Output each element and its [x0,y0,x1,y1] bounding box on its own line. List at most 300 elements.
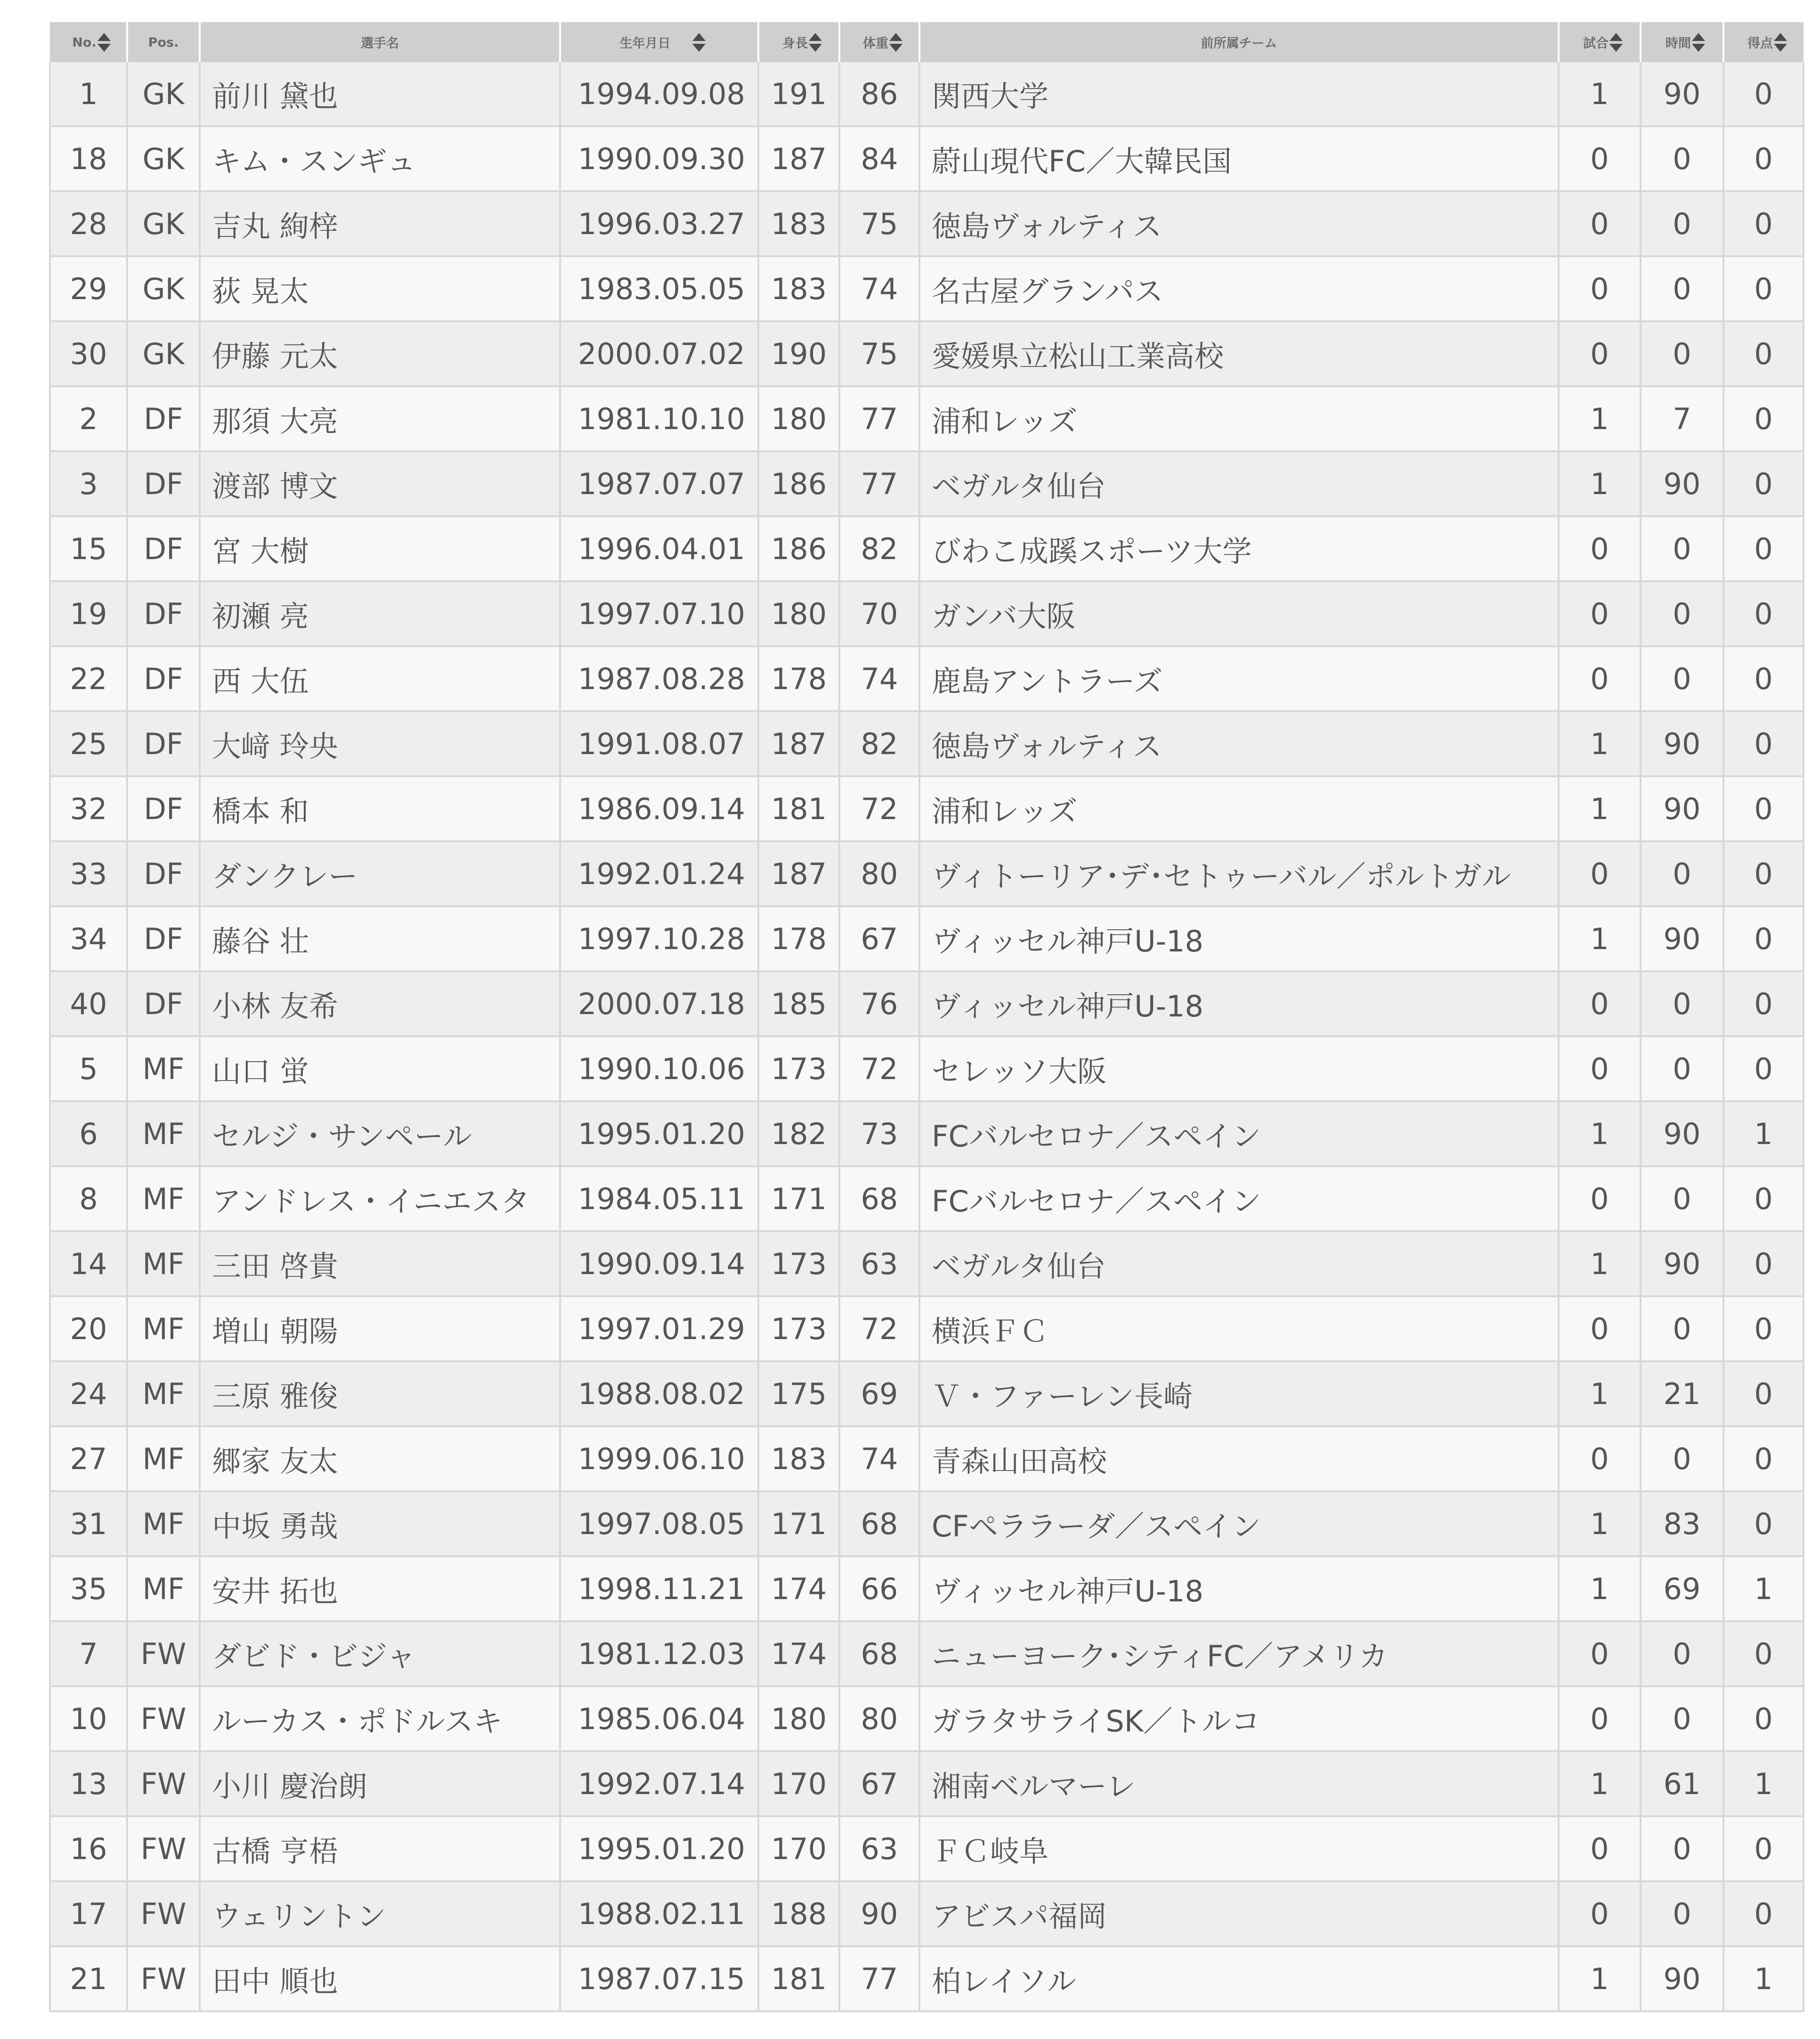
cell-weight: 77 [839,386,919,451]
cell-goals: 1 [1723,1751,1804,1816]
cell-height: 174 [758,1556,839,1621]
cell-games: 0 [1559,191,1641,256]
cell-no: 22 [50,646,127,711]
header-games-label: 試合 [1583,36,1609,51]
cell-no: 34 [50,906,127,971]
cell-height: 183 [758,1426,839,1491]
cell-pos: DF [127,841,200,906]
cell-height: 180 [758,581,839,646]
cell-goals: 0 [1723,1621,1804,1686]
cell-minutes: 0 [1641,516,1723,581]
cell-no: 29 [50,256,127,321]
cell-no: 40 [50,971,127,1036]
cell-weight: 77 [839,451,919,516]
cell-weight: 80 [839,841,919,906]
cell-player-name: 初瀬 亮 [200,581,560,646]
cell-previous-team: ヴィッセル神戸U-18 [919,1556,1559,1621]
cell-weight: 86 [839,62,919,126]
cell-minutes: 0 [1641,256,1723,321]
cell-birthdate: 1988.08.02 [560,1361,758,1426]
cell-goals: 0 [1723,1231,1804,1296]
cell-pos: MF [127,1426,200,1491]
cell-minutes: 0 [1641,321,1723,386]
cell-pos: GK [127,191,200,256]
cell-birthdate: 1994.09.08 [560,62,758,126]
cell-goals: 0 [1723,841,1804,906]
cell-birthdate: 1983.05.05 [560,256,758,321]
cell-goals: 0 [1723,646,1804,711]
cell-weight: 74 [839,646,919,711]
cell-previous-team: 蔚山現代FC／大韓民国 [919,126,1559,191]
cell-player-name: 安井 拓也 [200,1556,560,1621]
cell-goals: 0 [1723,1491,1804,1556]
cell-games: 0 [1559,841,1641,906]
cell-no: 19 [50,581,127,646]
cell-goals: 0 [1723,386,1804,451]
cell-birthdate: 1996.03.27 [560,191,758,256]
cell-goals: 0 [1723,1361,1804,1426]
cell-minutes: 0 [1641,646,1723,711]
cell-previous-team: 浦和レッズ [919,776,1559,841]
cell-birthdate: 2000.07.02 [560,321,758,386]
cell-games: 0 [1559,971,1641,1036]
cell-goals: 0 [1723,1296,1804,1361]
cell-player-name: ダンクレー [200,841,560,906]
table-row [50,1426,1804,1491]
cell-minutes: 0 [1641,971,1723,1036]
cell-pos: DF [127,646,200,711]
cell-player-name: 橋本 和 [200,776,560,841]
header-birth-label: 生年月日 [619,36,671,51]
cell-pos: FW [127,1946,200,2011]
cell-weight: 63 [839,1231,919,1296]
cell-height: 188 [758,1881,839,1946]
cell-games: 0 [1559,516,1641,581]
cell-minutes: 0 [1641,1881,1723,1946]
cell-no: 1 [50,62,127,126]
cell-games: 0 [1559,1296,1641,1361]
cell-games: 0 [1559,1621,1641,1686]
cell-weight: 76 [839,971,919,1036]
cell-goals: 0 [1723,711,1804,776]
cell-minutes: 69 [1641,1556,1723,1621]
cell-height: 186 [758,451,839,516]
cell-minutes: 0 [1641,1296,1723,1361]
table-row [50,62,1804,126]
cell-birthdate: 1986.09.14 [560,776,758,841]
cell-birthdate: 1987.08.28 [560,646,758,711]
cell-no: 15 [50,516,127,581]
cell-weight: 68 [839,1166,919,1231]
cell-pos: MF [127,1231,200,1296]
cell-player-name: 藤谷 壮 [200,906,560,971]
cell-minutes: 0 [1641,1426,1723,1491]
cell-no: 33 [50,841,127,906]
cell-height: 171 [758,1166,839,1231]
cell-pos: DF [127,386,200,451]
table-row [50,1556,1804,1621]
cell-games: 1 [1559,451,1641,516]
cell-birthdate: 1998.11.21 [560,1556,758,1621]
cell-weight: 69 [839,1361,919,1426]
cell-games: 0 [1559,1036,1641,1101]
cell-height: 173 [758,1296,839,1361]
cell-player-name: 前川 黛也 [200,62,560,126]
cell-birthdate: 1996.04.01 [560,516,758,581]
cell-goals: 0 [1723,516,1804,581]
table-row [50,386,1804,451]
cell-height: 175 [758,1361,839,1426]
cell-pos: FW [127,1881,200,1946]
header-weight[interactable] [839,22,919,62]
cell-player-name: ルーカス・ポドルスキ [200,1686,560,1751]
cell-previous-team: アビスパ福岡 [919,1881,1559,1946]
cell-player-name: 大﨑 玲央 [200,711,560,776]
cell-previous-team: CFペララーダ／スペイン [919,1491,1559,1556]
cell-player-name: 吉丸 絢梓 [200,191,560,256]
header-pos-label: Pos. [148,35,179,50]
cell-birthdate: 1990.09.30 [560,126,758,191]
cell-previous-team: 徳島ヴォルティス [919,711,1559,776]
cell-no: 3 [50,451,127,516]
cell-games: 1 [1559,1361,1641,1426]
cell-minutes: 90 [1641,1231,1723,1296]
cell-height: 183 [758,191,839,256]
cell-minutes: 0 [1641,1816,1723,1881]
cell-games: 1 [1559,711,1641,776]
cell-player-name: 三原 雅俊 [200,1361,560,1426]
header-minutes[interactable] [1641,22,1723,62]
cell-minutes: 90 [1641,1101,1723,1166]
cell-goals: 1 [1723,1556,1804,1621]
cell-player-name: 三田 啓貴 [200,1231,560,1296]
cell-goals: 0 [1723,1881,1804,1946]
table-row [50,841,1804,906]
cell-minutes: 0 [1641,126,1723,191]
cell-player-name: 那須 大亮 [200,386,560,451]
cell-weight: 75 [839,321,919,386]
cell-games: 0 [1559,1881,1641,1946]
cell-previous-team: 青森山田高校 [919,1426,1559,1491]
cell-minutes: 0 [1641,1621,1723,1686]
table-row [50,581,1804,646]
cell-weight: 70 [839,581,919,646]
cell-previous-team: 徳島ヴォルティス [919,191,1559,256]
cell-previous-team: 湘南ベルマーレ [919,1751,1559,1816]
cell-height: 181 [758,1946,839,2011]
cell-minutes: 90 [1641,451,1723,516]
cell-player-name: 郷家 友太 [200,1426,560,1491]
cell-goals: 0 [1723,62,1804,126]
cell-birthdate: 1981.12.03 [560,1621,758,1686]
cell-minutes: 90 [1641,776,1723,841]
cell-pos: DF [127,776,200,841]
header-height-label: 身長 [782,36,808,51]
table-row [50,1361,1804,1426]
cell-minutes: 0 [1641,1686,1723,1751]
cell-weight: 80 [839,1686,919,1751]
cell-minutes: 21 [1641,1361,1723,1426]
cell-no: 32 [50,776,127,841]
cell-minutes: 0 [1641,1036,1723,1101]
cell-birthdate: 1987.07.07 [560,451,758,516]
cell-birthdate: 1999.06.10 [560,1426,758,1491]
cell-games: 0 [1559,1166,1641,1231]
cell-minutes: 90 [1641,906,1723,971]
header-team-label: 前所属チーム [1201,36,1277,51]
header-goals-label: 得点 [1747,36,1773,51]
cell-weight: 63 [839,1816,919,1881]
cell-height: 186 [758,516,839,581]
cell-height: 174 [758,1621,839,1686]
cell-player-name: 荻 晃太 [200,256,560,321]
cell-goals: 0 [1723,256,1804,321]
cell-no: 35 [50,1556,127,1621]
cell-previous-team: ヴィッセル神戸U-18 [919,971,1559,1036]
cell-minutes: 0 [1641,191,1723,256]
cell-previous-team: びわこ成蹊スポーツ大学 [919,516,1559,581]
cell-player-name: アンドレス・イニエスタ [200,1166,560,1231]
header-name [200,22,560,62]
table-row [50,191,1804,256]
table-row [50,971,1804,1036]
cell-height: 191 [758,62,839,126]
cell-no: 5 [50,1036,127,1101]
cell-pos: DF [127,451,200,516]
cell-games: 0 [1559,581,1641,646]
table-row [50,1816,1804,1881]
cell-player-name: 渡部 博文 [200,451,560,516]
squad-table [49,22,1804,2012]
cell-player-name: 宮 大樹 [200,516,560,581]
cell-minutes: 83 [1641,1491,1723,1556]
cell-no: 8 [50,1166,127,1231]
cell-weight: 67 [839,906,919,971]
cell-games: 1 [1559,386,1641,451]
cell-height: 190 [758,321,839,386]
cell-birthdate: 1991.08.07 [560,711,758,776]
cell-weight: 82 [839,711,919,776]
table-row [50,711,1804,776]
cell-no: 7 [50,1621,127,1686]
cell-height: 173 [758,1036,839,1101]
cell-goals: 0 [1723,776,1804,841]
cell-goals: 1 [1723,1946,1804,2011]
cell-pos: DF [127,971,200,1036]
cell-pos: DF [127,711,200,776]
cell-player-name: キム・スンギュ [200,126,560,191]
table-row [50,1036,1804,1101]
cell-birthdate: 1988.02.11 [560,1881,758,1946]
cell-pos: DF [127,581,200,646]
cell-weight: 68 [839,1621,919,1686]
cell-height: 182 [758,1101,839,1166]
header-goals[interactable] [1723,22,1804,62]
header-pos [127,22,200,62]
cell-weight: 66 [839,1556,919,1621]
cell-weight: 74 [839,1426,919,1491]
cell-height: 187 [758,711,839,776]
cell-pos: FW [127,1751,200,1816]
cell-pos: GK [127,256,200,321]
cell-birthdate: 1997.10.28 [560,906,758,971]
cell-previous-team: 鹿島アントラーズ [919,646,1559,711]
header-minutes-label: 時間 [1666,36,1691,51]
cell-weight: 82 [839,516,919,581]
cell-games: 1 [1559,906,1641,971]
cell-no: 21 [50,1946,127,2011]
table-row [50,1751,1804,1816]
cell-height: 180 [758,386,839,451]
cell-birthdate: 1992.07.14 [560,1751,758,1816]
table-row [50,906,1804,971]
cell-previous-team: ガラタサライSK／トルコ [919,1686,1559,1751]
cell-weight: 72 [839,1036,919,1101]
table-row [50,1491,1804,1556]
cell-height: 183 [758,256,839,321]
table-header-row [50,22,1804,62]
cell-birthdate: 1990.09.14 [560,1231,758,1296]
cell-goals: 0 [1723,971,1804,1036]
cell-weight: 75 [839,191,919,256]
cell-games: 1 [1559,1101,1641,1166]
cell-no: 13 [50,1751,127,1816]
cell-previous-team: ガンバ大阪 [919,581,1559,646]
cell-previous-team: 愛媛県立松山工業高校 [919,321,1559,386]
cell-player-name: 増山 朝陽 [200,1296,560,1361]
table-row [50,1101,1804,1166]
header-no[interactable] [50,22,127,62]
table-row [50,1231,1804,1296]
cell-pos: MF [127,1036,200,1101]
cell-height: 178 [758,906,839,971]
cell-previous-team: セレッソ大阪 [919,1036,1559,1101]
cell-player-name: 西 大伍 [200,646,560,711]
cell-games: 1 [1559,62,1641,126]
cell-goals: 0 [1723,126,1804,191]
cell-previous-team: 柏レイソル [919,1946,1559,2011]
cell-games: 1 [1559,1556,1641,1621]
cell-birthdate: 1995.01.20 [560,1101,758,1166]
cell-no: 20 [50,1296,127,1361]
cell-games: 0 [1559,256,1641,321]
cell-no: 24 [50,1361,127,1426]
cell-no: 2 [50,386,127,451]
cell-games: 1 [1559,1946,1641,2011]
table-row [50,776,1804,841]
cell-goals: 0 [1723,1036,1804,1101]
cell-minutes: 0 [1641,581,1723,646]
cell-previous-team: ヴィトーリア･デ･セトゥーバル／ポルトガル [919,841,1559,906]
cell-height: 180 [758,1686,839,1751]
cell-player-name: セルジ・サンペール [200,1101,560,1166]
cell-player-name: 小川 慶治朗 [200,1751,560,1816]
cell-weight: 84 [839,126,919,191]
cell-birthdate: 1987.07.15 [560,1946,758,2011]
cell-height: 178 [758,646,839,711]
squad-table-container [49,22,1803,2012]
table-body [50,62,1804,2011]
cell-birthdate: 1997.07.10 [560,581,758,646]
cell-no: 30 [50,321,127,386]
cell-height: 170 [758,1816,839,1881]
table-row [50,1946,1804,2011]
cell-player-name: 田中 順也 [200,1946,560,2011]
cell-goals: 0 [1723,451,1804,516]
cell-birthdate: 1990.10.06 [560,1036,758,1101]
cell-previous-team: Ｖ・ファーレン長崎 [919,1361,1559,1426]
cell-pos: MF [127,1296,200,1361]
cell-no: 16 [50,1816,127,1881]
cell-goals: 0 [1723,1166,1804,1231]
cell-minutes: 0 [1641,1166,1723,1231]
cell-weight: 68 [839,1491,919,1556]
cell-pos: DF [127,906,200,971]
cell-player-name: 小林 友希 [200,971,560,1036]
cell-previous-team: 浦和レッズ [919,386,1559,451]
cell-minutes: 61 [1641,1751,1723,1816]
header-birth[interactable] [560,22,758,62]
cell-pos: MF [127,1556,200,1621]
cell-pos: MF [127,1491,200,1556]
table-row [50,516,1804,581]
cell-previous-team: FCバルセロナ／スペイン [919,1101,1559,1166]
cell-no: 18 [50,126,127,191]
cell-previous-team: ヴィッセル神戸U-18 [919,906,1559,971]
cell-pos: MF [127,1361,200,1426]
cell-weight: 73 [839,1101,919,1166]
cell-no: 10 [50,1686,127,1751]
cell-minutes: 90 [1641,1946,1723,2011]
cell-weight: 77 [839,1946,919,2011]
cell-games: 1 [1559,1231,1641,1296]
header-height[interactable] [758,22,839,62]
cell-pos: FW [127,1816,200,1881]
cell-previous-team: ＦＣ岐阜 [919,1816,1559,1881]
cell-games: 0 [1559,646,1641,711]
cell-pos: GK [127,321,200,386]
cell-no: 31 [50,1491,127,1556]
cell-games: 1 [1559,1751,1641,1816]
table-row [50,1166,1804,1231]
cell-previous-team: 名古屋グランパス [919,256,1559,321]
table-row [50,321,1804,386]
cell-birthdate: 1997.08.05 [560,1491,758,1556]
cell-previous-team: ベガルタ仙台 [919,451,1559,516]
cell-pos: MF [127,1101,200,1166]
cell-no: 14 [50,1231,127,1296]
cell-no: 28 [50,191,127,256]
cell-goals: 0 [1723,1426,1804,1491]
header-games[interactable] [1559,22,1641,62]
table-row [50,126,1804,191]
header-name-label: 選手名 [361,36,399,51]
cell-pos: GK [127,126,200,191]
cell-goals: 0 [1723,191,1804,256]
cell-birthdate: 1997.01.29 [560,1296,758,1361]
cell-games: 0 [1559,321,1641,386]
cell-pos: GK [127,62,200,126]
cell-player-name: 伊藤 元太 [200,321,560,386]
table-row [50,256,1804,321]
cell-pos: DF [127,516,200,581]
cell-goals: 1 [1723,1101,1804,1166]
cell-pos: FW [127,1621,200,1686]
cell-player-name: ダビド・ビジャ [200,1621,560,1686]
cell-weight: 67 [839,1751,919,1816]
cell-birthdate: 1984.05.11 [560,1166,758,1231]
table-row [50,1881,1804,1946]
